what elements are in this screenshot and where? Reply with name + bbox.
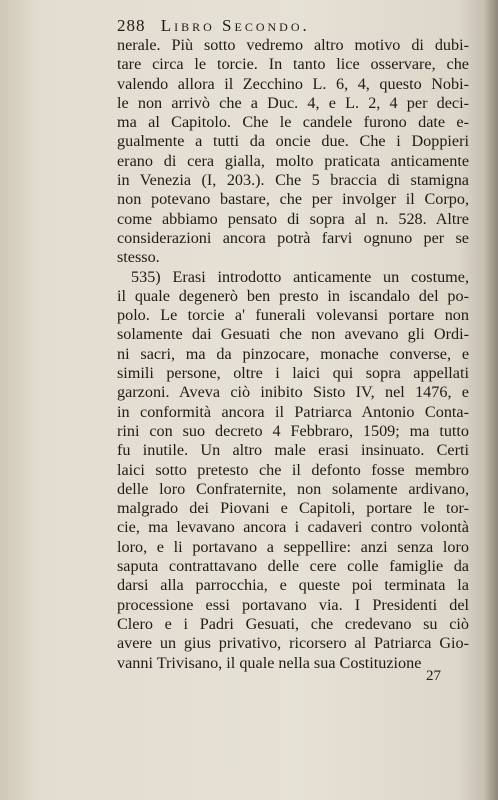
text-line: processione essi portavano via. I Presidenti del [117,595,469,614]
text-line: come abbiamo pensato di sopra al n. 528. Altre [117,209,469,228]
text-line: le non arrivò che a Duc. 4, e L. 2, 4 per deci- [117,93,469,112]
text-line: rini con suo decreto 4 Febbraro, 1509; ma tutto [117,421,469,440]
text-line: simili persone, oltre i laici qui sopra appellati [117,364,469,383]
text-line: Clero e i Padri Gesuati, che credevano su ciò [117,614,469,633]
page-number: 288 [117,16,146,35]
text-line: delle loro Confraternite, non solamente ardivano, [117,479,469,498]
page-gutter-shadow [484,0,498,800]
text-line: in Venezia (I, 203.). Che 5 braccia di stamigna [117,171,469,190]
text-line: loro, e li portavano a seppellire: anzi senza loro [117,537,469,556]
text-line: solamente dai Gesuati che non avevano gli Ordi- [117,325,469,344]
text-line: il quale degenerò ben presto in iscandalo del po- [117,286,469,305]
text-line: nerale. Più sotto vedremo altro motivo di dubi- [117,36,469,54]
running-header [117,16,310,36]
signature-mark: 27 [426,668,441,684]
text-line: fu inutile. Un altro male erasi insinuato. Certi [117,441,469,460]
text-line: erano di cera gialla, molto praticata anticamente [117,151,469,170]
text-line: in conformità ancora il Patriarca Antonio Conta- [117,402,469,421]
text-line: valendo allora il Zecchino L. 6, 4, questo Nobi- [117,74,469,93]
text-line: darsi alla parrocchia, e queste poi terminata la [117,576,469,595]
text-line: non potevano bastare, che per involger il Corpo, [117,190,469,209]
text-line: garzoni. Aveva ciò inibito Sisto IV, nel 1476, e [117,383,469,402]
text-line: polo. Le torcie a' funerali volevansi portare non [117,306,469,325]
text-line: ma al Capitolo. Che le candele furono date e- [117,113,469,132]
text-line: avere un gius privativo, ricorsero al Patriarca Gio- [117,634,469,653]
body-text [117,36,469,673]
text-line: gualmente a tutti da oncie due. Che i Doppieri [117,132,469,151]
text-line: saputa contrattavano delle cere colle famiglie da [117,557,469,576]
text-line: considerazioni ancora potrà farvi ognuno per se [117,228,469,247]
text-line: malgrado dei Piovani e Capitoli, portare le tor- [117,499,469,518]
text-line: 535) Erasi introdotto anticamente un costume, [131,267,469,286]
running-title: Libro Secondo. [160,16,310,35]
text-line: ni sacri, ma da pinzocare, monache converse, e [117,344,469,363]
text-line: tare circa le torcie. In tanto lice osservare, che [117,55,469,74]
text-line: vanni Trivisano, il quale nella sua Costituzione [117,653,422,672]
text-line: stesso. [117,248,160,267]
text-line: laici sotto pretesto che il defonto fosse membro [117,460,469,479]
text-line: cie, ma levavano ancora i cadaveri contro volontà [117,518,469,537]
